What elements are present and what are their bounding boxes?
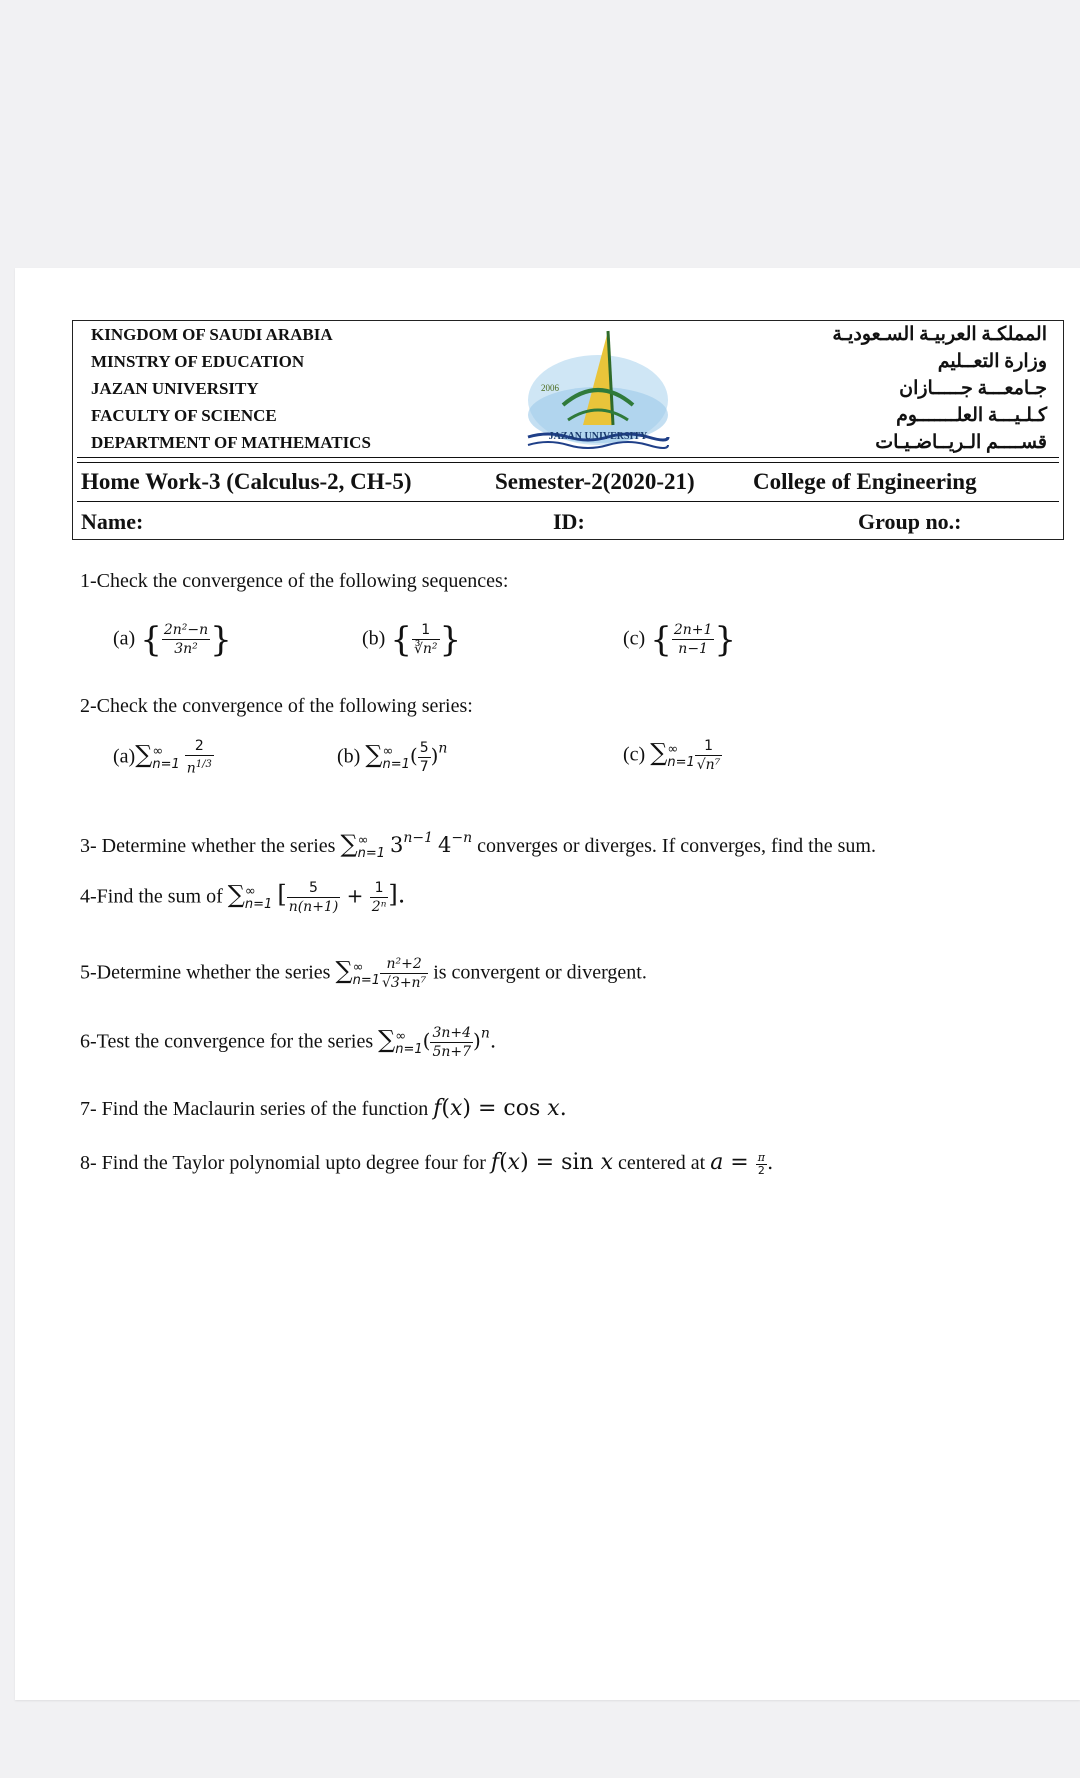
header-kingdom-ar: المملكـة العربيـة السـعوديـة <box>832 324 1047 345</box>
university-logo <box>523 325 673 453</box>
q8-text-mid: centered at <box>618 1152 706 1174</box>
question-1: 1-Check the convergence of the following sequences: <box>80 570 509 592</box>
header-ministry: MINSTRY OF EDUCATION <box>91 352 305 371</box>
part-label: (a) <box>113 745 136 768</box>
group-field-label: Group no.: <box>858 509 962 534</box>
question-2: 2-Check the convergence of the following series: <box>80 695 473 717</box>
part-label: (b) <box>337 745 361 768</box>
part-label: (c) <box>623 627 646 650</box>
q3-text: 3- Determine whether the series <box>80 835 336 857</box>
header-department-ar: قســــم الـريــاضـيـات <box>875 432 1047 453</box>
header-university: JAZAN UNIVERSITY <box>91 379 259 398</box>
logo-caption: JAZAN UNIVERSITY <box>548 431 648 442</box>
part-label: (b) <box>362 627 386 650</box>
question-5: 5-Determine whether the series ∑ ∞ n=1 $\frac{\text{n²+2}}{\text{√3+n⁷}}$ is convergent or divergent. <box>80 956 647 991</box>
header-right-block <box>832 321 1047 456</box>
id-field-label: ID: <box>553 509 585 534</box>
header-faculty: FACULTY OF SCIENCE <box>91 406 277 425</box>
q7-text: 7- Find the Maclaurin series of the function <box>80 1098 429 1120</box>
q4-text: 4-Find the sum of <box>80 885 223 908</box>
header-kingdom: KINGDOM OF SAUDI ARABIA <box>91 325 333 344</box>
q8-text: 8- Find the Taylor polynomial upto degree four for <box>80 1152 486 1174</box>
header-university-ar: جـامعـــة جـــــازان <box>899 378 1047 399</box>
q2-part-c: (c) ∑ ∞ n=1 $\frac{1}{\text{√n⁷}}$ <box>623 738 721 773</box>
q1-part-a: (a) { $\frac{\text{2n²−n}}{\text{3n²}}$ } <box>113 620 232 660</box>
question-8: 8- Find the Taylor polynomial upto degree four for f(x) = sin x centered at a = $\frac{\pi}{2}$ . <box>80 1150 774 1177</box>
header-department: DEPARTMENT OF MATHEMATICS <box>91 433 371 452</box>
header-divider <box>77 457 1059 458</box>
worksheet-page <box>15 268 1080 1700</box>
logo-year: 2006 <box>541 383 559 393</box>
q2-part-a: (a)∑ ∞ n=1 $\frac{2}{n^{1/3}}$ <box>113 738 212 777</box>
q1-part-b: (b) { $\frac{1}{\text{∛n²}}$ } <box>362 620 462 660</box>
question-4: 4-Find the sum of ∑ ∞ n=1 [ $\frac{5}{n(n+1)}$ + $\frac{1}{\text{2ⁿ}}$ ]. <box>80 880 406 915</box>
q1-part-c: (c) { $\frac{2n+1}{n-1}$ } <box>623 620 737 660</box>
q5-text-end: is convergent or divergent. <box>433 961 647 984</box>
homework-title: Home Work-3 (Calculus-2, CH-5) <box>81 469 412 494</box>
q5-text: 5-Determine whether the series <box>80 961 331 984</box>
question-7: 7- Find the Maclaurin series of the function f(x) = cos x. <box>80 1096 567 1121</box>
question-6: 6-Test the convergence for the series ∑ ∞ n=1 ( $\frac{3n+4}{5n+7}$ )$^n$. <box>80 1025 497 1060</box>
document-header <box>72 320 1064 540</box>
college-label: College of Engineering <box>753 469 977 494</box>
header-ministry-ar: وزارة التعــليم <box>937 351 1047 372</box>
header-divider <box>77 501 1059 502</box>
q2-part-b: (b) ∑ ∞ n=1 ( $\frac{5}{7}$ )$^n$ <box>337 740 448 775</box>
header-left-block <box>91 321 371 456</box>
name-field-label: Name: <box>81 509 144 534</box>
part-label: (a) <box>113 627 136 650</box>
part-label: (c) <box>623 743 646 766</box>
header-faculty-ar: كـلـيـــة العلـــــــوم <box>896 405 1047 426</box>
question-3: 3- Determine whether the series ∑ ∞ n=1 $3^{n-1}$ $4^{-n}$ converges or diverges. If converges, find the sum. <box>80 830 876 862</box>
semester-label: Semester-2(2020-21) <box>495 469 695 494</box>
q6-text: 6-Test the convergence for the series <box>80 1030 374 1053</box>
q3-text-end: converges or diverges. If converges, find the sum. <box>477 835 876 857</box>
